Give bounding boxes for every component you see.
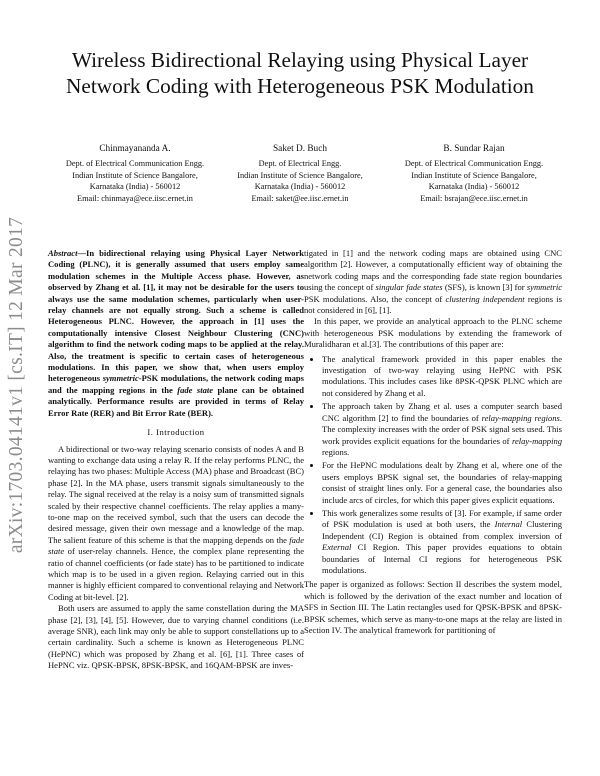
right-column <box>304 248 562 636</box>
contributions-intro: In this paper, we provide an analytical approach to the PLNC scheme with heterogeneous PSK modulations by extending the framework of Muralidharan et al.[3]. The contributions of this paper are: <box>304 316 562 350</box>
contributions-list <box>304 354 562 577</box>
author-loc: Karnataka (India) - 560012 <box>254 182 346 192</box>
author-inst: Indian Institute of Science Bangalore, <box>237 170 363 180</box>
arxiv-id: arXiv:1703.04141v1 [cs.IT] 12 Mar 2017 <box>6 216 27 554</box>
abstract-label: Abstract <box>48 248 78 258</box>
section-heading-introduction: I. Introduction <box>147 427 205 438</box>
abstract: Abstract—In bidirectional relaying using Physical Layer Network Coding (PLNC), it is generally assumed that users employ same modulation schemes in the Multiple Access phase. However, as observed by Zhang et al. [1], it may not be desirable for the users to always use the same modulation schemes, particularly when user-relay channels are not equally strong. Such a scheme is called Heterogeneous PLNC. However, the approach in [1] uses the computationally intensive Closest Neighbour Clustering (CNC) algorithm to find the network coding maps to be applied at the relay. Also, the treatment is specific to certain cases of heterogeneous modulations. In this paper, we show that, when users employ heterogeneous symmetric-PSK modulations, the network coding maps and the mapping regions in the fade state plane can be obtained analytically. Performance results are provided in terms of Relay Error Rate (RER) and Bit Error Rate (BER). <box>48 248 305 418</box>
author-email: Email: chinmaya@ece.iisc.ernet.in <box>77 193 193 203</box>
author-loc: Karnataka (India) - 560012 <box>89 182 181 192</box>
author-dept: Dept. of Electrical Engg. <box>258 159 342 169</box>
contribution-item: • For the HePNC modulations dealt by Zhang et al, where one of the users employs BPSK signal set, the boundaries of relay-mapping consist of straight lines only. For a general case, the boundaries also include arcs of circles, for which this paper gives explicit equations. <box>322 460 562 506</box>
contribution-item: • The analytical framework provided in this paper enables the investigation of two-way relaying using HePNC with PSK modulations. This includes cases like 8PSK-QPSK PLNC which are not considered by Zhang et al. <box>322 354 562 400</box>
author-inst: Indian Institute of Science Bangalore, <box>411 170 537 180</box>
paper-title: Wireless Bidirectional Relaying using Physical Layer Network Coding with Heterogeneous PSK Modulation <box>66 48 534 98</box>
contribution-item: • The approach taken by Zhang et al. uses a computer search based CNC algorithm [2] to find the boundaries of relay-mapping regions. The complexity increases with the order of PSK signal sets used. This work provides explicit equations for the boundaries of relay-mapping regions. <box>322 401 562 458</box>
author-inst: Indian Institute of Science Bangalore, <box>72 170 198 180</box>
author-dept: Dept. of Electrical Communication Engg. <box>404 159 544 169</box>
arxiv-stamp <box>6 190 28 580</box>
author-name: Saket D. Buch <box>273 144 327 154</box>
author-1 <box>45 144 225 204</box>
author-loc: Karnataka (India) - 560012 <box>428 182 520 192</box>
author-name: B. Sundar Rajan <box>443 144 505 154</box>
author-2 <box>210 144 390 204</box>
author-dept: Dept. of Electrical Communication Engg. <box>65 159 205 169</box>
intro-paragraph-1: A bidirectional or two-way relaying scenario consists of nodes A and B wanting to exchange data using a relay R. If the relay performs PLNC, the relaying has two phases: Multiple Access (MA) phase and Broadcast (BC) phase [2]. In the MA phase, users transmit signals simultaneously to the relay. The signal received at the relay is a noisy sum of transmitted signals scaled by their respective channel coefficients. The relay applies a many-to-one map on the received symbol, such that the users can decode the desired message, given their own message and a knowledge of the map. The salient feature of this scheme is that the mapping depends on the fade state of user-relay channels. Hence, the complex plane representing the ratio of channel coefficients (or fade state) has to be partitioned to indicate which map is to be used in a given region. Relaying carried out in this manner is highly efficient compared to conventional relaying and Network Coding at bit-level. [2]. <box>48 443 304 602</box>
author-name: Chinmayananda A. <box>99 144 171 154</box>
contribution-item: • This work generalizes some results of [3]. For example, if same order of PSK modulation is used at both users, the Internal Clustering Independent (CI) Region is obtained from complex inversion of External CI Region. This paper provides equations to obtain boundaries of Internal CI regions for heterogeneous PSK modulations. <box>322 508 562 576</box>
author-3 <box>384 144 564 204</box>
left-column <box>48 248 304 672</box>
organization-paragraph: The paper is organized as follows: Section II describes the system model, which is followed by the derivation of the exact number and location of SFS in Section III. The Latin rectangles used for QPSK-BPSK and 8PSK-BPSK schemes, which serve as many-to-one maps at the relay are listed in Section IV. The analytical framework for partitioning of <box>304 579 562 635</box>
author-email: Email: saket@ee.iisc.ernet.in <box>251 193 349 203</box>
author-email: Email: bsrajan@ece.iisc.ernet.in <box>420 193 528 203</box>
author-block <box>0 144 600 214</box>
intro-paragraph-2: Both users are assumed to apply the same constellation during the MA phase [2], [3], [4], [5]. However, due to varying channel conditions (i.e. average SNR), each link may only be able to support constellations up to a certain cardinality. Such a scheme is known as Heterogeneous PLNC (HePNC) which was proposed by Zhang et al. [6], [1]. Three cases of HePNC viz. QPSK-BPSK, 8PSK-BPSK, and 16QAM-BPSK are inves- <box>48 603 304 671</box>
continued-paragraph: tigated in [1] and the network coding maps are obtained using CNC algorithm [2]. However, a computationally efficient way of obtaining the network coding maps and the corresponding fade state region boundaries using the concept of singular fade states (SFS), is known [3] for symmetric PSK modulations. Also, the concept of clustering independent regions is not considered in [6], [1]. <box>304 248 563 316</box>
